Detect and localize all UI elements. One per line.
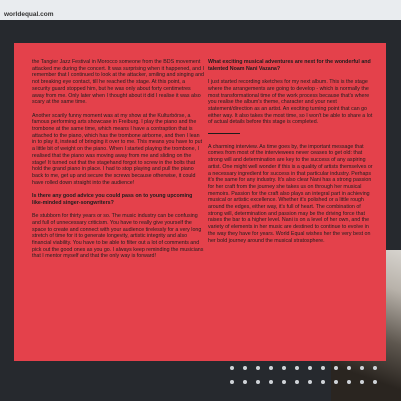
decorative-dot: [256, 380, 260, 384]
decorative-dot: [243, 380, 247, 384]
decorative-dot: [360, 366, 364, 370]
decorative-dot: [347, 380, 351, 384]
article-panel: [14, 43, 386, 361]
decorative-dot: [269, 366, 273, 370]
decorative-dot: [282, 380, 286, 384]
decorative-dot: [230, 380, 234, 384]
decorative-dot: [230, 366, 234, 370]
decorative-dot: [269, 380, 273, 384]
interview-question: What exciting musical adventures are next for the wonderful and talented Noam Nani Vazana?: [208, 59, 371, 72]
interview-answer: Be stubborn for thirty years or so. The music industry can be confusing and full of unnecessary criticism. You have to really give yourself the space to create and connect with your audience tirelessly for a very long stretch of time for it to generate longevity, artistic integrity and also financial viability. You have to be able to filter out a lot of comments and pick out the good ones as you go. I always keep reminding the musicians that I mentor myself and that the only way is forward!: [32, 213, 204, 260]
decorative-dot: [308, 380, 312, 384]
decorative-dot: [308, 366, 312, 370]
interview-answer: I just started recording sketches for my next album. This is the stage where the arrangements are going to develop - which is normally the most transformational time of the work process because that's where you realise the album's theme, character and your next statement/direction as an artist. An exciting turning point that can go either way. It also takes the most time, so I won't be able to share a lot of actual details before this stage is completed.: [208, 79, 373, 126]
paragraph: the Tangier Jazz Festival in Morocco someone from the BDS movement attacked me during the concert. It was surprising when it happened, and I remember that I continued to look at the attacker, smiling and singing and not breaking eye contact, till he reached the stage. At this point, a security guard stopped him, but he was only about forty centimetres away from me. Only later when I thought about it did I realise it was also scary at the same time.: [32, 59, 204, 106]
decorative-dot: [256, 366, 260, 370]
decorative-dot: [282, 366, 286, 370]
decorative-dot: [360, 380, 364, 384]
decorative-dot: [243, 366, 247, 370]
decorative-dot: [321, 366, 325, 370]
decorative-dot: [295, 366, 299, 370]
right-column: [208, 59, 376, 251]
decorative-dot: [373, 380, 377, 384]
paragraph: Another scarily funny moment was at my show at the Kulturbörse, a famous performing arts showcase in Freiburg. I play the piano and the trombone at the same time, which means I have a contraption that is attached to the piano, which has the trombone airborne, and then I lean in to play it, instead of bringing it over to me. This means you have to put a little bit of weight on the piano. When I started playing the trombone, I realised that the piano was moving away from me and sliding on the stage! It turned out that the stagehand forgot to screw in the bolts that hold the grand piano in place. I had to stop playing and pull the piano back to me, get up and secure the screws because otherwise, it could have rolled down straight into the audience!: [32, 112, 203, 186]
decorative-dot: [334, 366, 338, 370]
decorative-dot: [334, 380, 338, 384]
decorative-dot: [373, 366, 377, 370]
site-url: worldequal.com: [4, 11, 54, 18]
interview-question: Is there any good advice you could pass on to young upcoming like-minded singer-songwriters?: [32, 193, 193, 206]
closing-paragraph: A charming interview. As time goes by, the important message that comes from most of the interviewees never ceases to get old: that strong will and determination are key to the success of any aspiring artist. One might well wonder if this is a quality of artists themselves or a necessary ingredient for success in that particular industry. Perhaps it's the same for any industry. It's also clear Nani has a strong passion for her craft from the journey she takes us on through her musical memoirs. Passion for the craft also plays an integral part in achieving musical or artistic excellence. Whether it's polished or a little rough around the edges, either way, it's full of heart. The combination of strong will, determination and passion may be the driving force that raises the bar to a higher level. Nani is on a level of her own, and the variety of elements in her music are destined to continue to evolve in the way they have for years. World Equal wishes her the very best on her bold journey around the musical stratosphere.: [208, 143, 373, 244]
left-column: [32, 59, 204, 267]
section-divider: [208, 133, 240, 134]
decorative-dot: [347, 366, 351, 370]
decorative-dot: [321, 380, 325, 384]
decorative-dot: [295, 380, 299, 384]
